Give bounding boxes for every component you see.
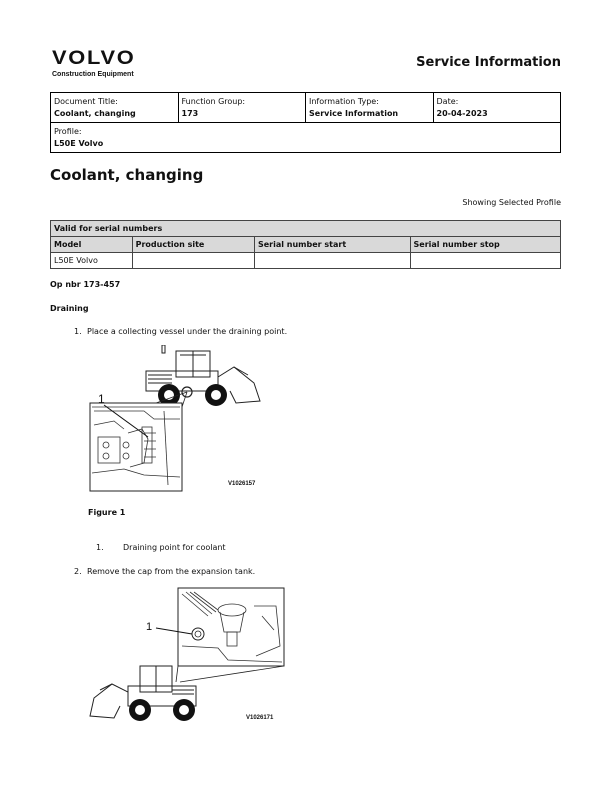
function-group-label: Function Group: bbox=[181, 97, 246, 106]
figure-1-label: Figure 1 bbox=[88, 508, 126, 517]
date-cell bbox=[433, 93, 561, 123]
serial-table-caption: Valid for serial numbers bbox=[51, 221, 561, 237]
figure-2-callout: 1 bbox=[146, 621, 153, 633]
column-header: Production site bbox=[132, 237, 254, 253]
step-text: Remove the cap from the expansion tank. bbox=[87, 567, 256, 576]
serial-number-table bbox=[50, 220, 561, 269]
legend-number: 1. bbox=[96, 543, 104, 552]
step-number: 1. bbox=[74, 327, 82, 336]
profile-label: Profile: bbox=[54, 127, 82, 136]
figure-2-illustration bbox=[88, 586, 288, 726]
logo-subtitle: Construction Equipment bbox=[52, 71, 134, 78]
table-cell bbox=[254, 253, 410, 269]
date-label: Date: bbox=[436, 97, 459, 106]
table-cell: L50E Volvo bbox=[51, 253, 133, 269]
column-header: Serial number start bbox=[254, 237, 410, 253]
column-header: Model bbox=[51, 237, 133, 253]
figure-2-code: V1026171 bbox=[246, 715, 274, 721]
information-type-label: Information Type: bbox=[309, 97, 379, 106]
profile-value: L50E Volvo bbox=[54, 139, 104, 148]
section-heading: Draining bbox=[50, 304, 89, 313]
operation-number: Op nbr 173-457 bbox=[50, 280, 121, 289]
page-title: Coolant, changing bbox=[50, 166, 204, 184]
table-cell bbox=[410, 253, 560, 269]
showing-profile-text: Showing Selected Profile bbox=[462, 198, 561, 207]
table-row bbox=[51, 253, 561, 269]
step-number: 2. bbox=[74, 567, 82, 576]
document-title-cell bbox=[51, 93, 179, 123]
date-value: 20-04-2023 bbox=[436, 109, 488, 118]
column-header: Serial number stop bbox=[410, 237, 560, 253]
document-title-label: Document Title: bbox=[54, 97, 118, 106]
figure-1-callout: 1 bbox=[98, 392, 105, 406]
figure-1-code: V1026157 bbox=[228, 481, 256, 487]
profile-cell bbox=[51, 123, 561, 153]
document-info-table bbox=[50, 92, 561, 153]
information-type-cell bbox=[306, 93, 434, 123]
service-information-heading: Service Information bbox=[416, 55, 561, 70]
function-group-cell bbox=[178, 93, 306, 123]
document-title-value: Coolant, changing bbox=[54, 109, 136, 118]
function-group-value: 173 bbox=[181, 109, 199, 118]
figure-1-illustration bbox=[84, 345, 274, 495]
step-text: Place a collecting vessel under the draining point. bbox=[87, 327, 288, 336]
legend-text: Draining point for coolant bbox=[123, 543, 226, 552]
table-cell bbox=[132, 253, 254, 269]
volvo-logo: VOLVO bbox=[52, 48, 136, 69]
information-type-value: Service Information bbox=[309, 109, 399, 118]
